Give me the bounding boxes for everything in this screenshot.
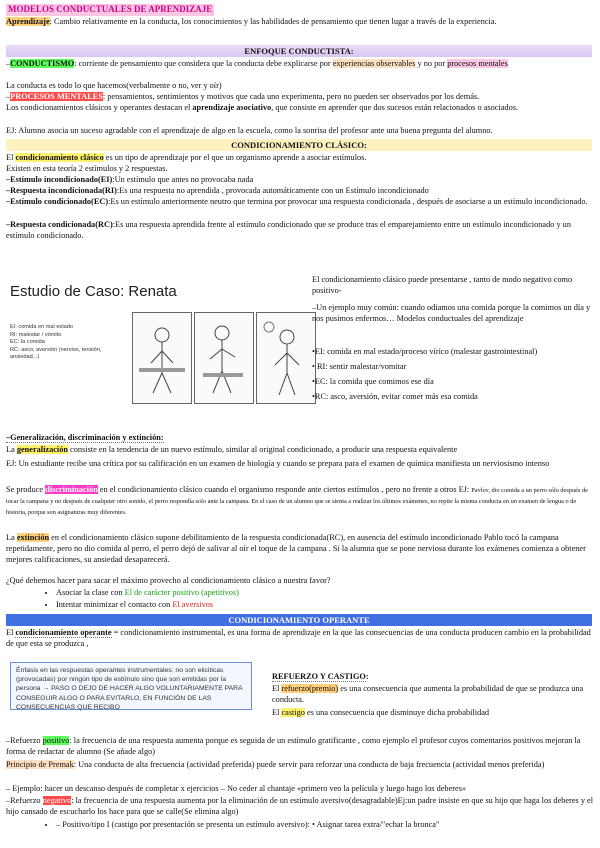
section-enfoque-conductista: ENFOQUE CONDUCTISTA:: [6, 45, 592, 57]
asociativo-paragraph: Los condicionamientos clásicos y operantes destacan el aprendizaje asociativo, que consiste en aprender que dos sucesos están relacionados o asociados.: [6, 103, 519, 112]
case-study-notes: [10, 324, 120, 362]
case-study-title: Estudio de Caso: Renata: [10, 283, 177, 300]
aprendizaje-label: Aprendizaje: [6, 17, 50, 26]
case-note: EI: comida en mal estado: [10, 324, 74, 330]
ei-definition: –Estímulo incondicionado(EI):Un estímulo que antes no provocaba nada: [6, 175, 254, 184]
generalizacion-ejemplo: EJ: Un estudiante recibe una crítica por su calificación en un examen de biología y cuando se prepara para el examen de química manifiesta un nerviosismo intenso: [6, 459, 550, 468]
clasico-positivo-negativo: El condicionamiento clásico puede presentarse , tanto de modo negativo como positivo-: [312, 275, 573, 295]
provecho-list: [42, 588, 596, 612]
procesos-paragraph: –PROCESOS MENTALES: pensamientos, sentimientos y motivos que cada uno experimenta, pero no pueden ser observados por los demás.: [6, 92, 480, 101]
right-item: •EC: la comida que comimos ese día: [312, 377, 434, 386]
generalizacion-heading: –Generalización, discriminación y extinción:: [6, 433, 164, 442]
extincion-paragraph: La extinción en el condicionamiento clásico supone debilitamiento de la respuesta condicionada(RC), en ausencia del estímulo incondicionado Pablo tocó la campana repetidamente, pero no dio comida al perro, el perro dejó de salivar al oír el toque de la campana . Si la alumna que se pone nerviosa durante los exámenes comienza a obtener mejores calificaciones, su ansiedad desaparecerá.: [6, 533, 586, 564]
ri-definition: –Respuesta incondicionada(RI):Es una respuesta no aprendida , provocada automáticamente con un Estímulo incondicionado: [6, 186, 429, 195]
ejemplo-comun: –Un ejemplo muy común: cuando odiamos una comida porque la comimos un día y nos pusimos enfermos… Modelos conductuales del aprendizaje: [312, 303, 591, 323]
operante-emphasis-box: Énfasis en las respuestas operantes instrumentales: no son eliciticas (provocadas) por ningún tipo de estímulo sino que son emitidas por la persona → PASO O DEJO DE HACER ALGO VOLUNTARIAMENTE PARA CONSEGUIR ALGO O PARA EVITARLO, EN FUNCIÓN DE LAS CONSECUENCIAS QUE RECIBO: [10, 662, 252, 710]
list-item: • Intentar minimizar el contacto con El aversivos: [56, 600, 596, 611]
case-study-figure: [10, 282, 298, 410]
case-frame-3: [256, 312, 316, 404]
clasico-intro: El condicionamiento clásico es un tipo de aprendizaje por el que un organismo aprende a asociar estímulos.: [6, 153, 367, 162]
aprendizaje-text: : Cambio relativamente en la conducta, los conocimientos y las habilidades de pensamiento que tienen lugar a través de la experiencia.: [49, 17, 497, 26]
castigo-list: [42, 820, 596, 832]
section-condicionamiento-operante: CONDICIONAMIENTO OPERANTE: [6, 614, 592, 626]
operante-intro: El condicionamiento operante = condicionamiento instrumental, es una forma de aprendizaje en la que las consecuencias de una conducta producen cambio en la probabilidad de que esta se produzca ,: [6, 628, 591, 648]
ejemplo-alumno: EJ: Alumno asocia un suceso agradable con el aprendizaje de algo en la escuela, como la sonrisa del profesor ante una buena pregunta del alumno.: [6, 126, 493, 135]
page-title: MODELOS CONDUCTUALES DE APRENDIZAJE: [8, 4, 213, 14]
ec-definition: –Estímulo condicionado(EC):Es un estímulo anteriormente neutro que termina por provocar una respuesta condicionada , después de asociarse a un estímulo incondicionado.: [6, 197, 588, 206]
conductismo-label: CONDUCTISMO: [10, 59, 75, 68]
case-note: RC: asco, aversión (nervios, tensión, ansiedad...): [10, 346, 102, 361]
castigo-definition: El castigo es una consecuencia que disminuye dicha probabilidad: [272, 708, 490, 717]
pregunta-provecho: ¿Qué debemos hacer para sacar el máximo provecho al condicionamiento clásico a nuestra favor?: [6, 576, 331, 585]
case-frame-2: [194, 312, 254, 404]
list-item: • Asociar la clase con El de carácter positivo (apetitivos): [56, 588, 596, 599]
refuerzo-definition: El refuerzo(premio) es una consecuencia que aumenta la probabilidad de que se produzca una conducta.: [272, 684, 584, 704]
existen-estimulos: Existen en esta teoría 2 estímulos y 2 respuestas.: [6, 164, 168, 173]
case-frame-1: [132, 312, 192, 404]
procesos-label: PROCESOS MENTALES: [10, 92, 103, 101]
generalizacion-paragraph: La generalización consiste en la tendencia de un nuevo estímulo, similar al original condicionado, a producir una respuesta equivalente: [6, 445, 458, 454]
right-item: •RC: asco, aversión, evitar comer más esa comida: [312, 392, 478, 401]
ejemplo-descanso: – Ejemplo: hacer un descanso después de completar x ejercicios – No ceder al chantaje «primero veo la película y luego hago los deberes»: [6, 784, 467, 793]
case-note: EC: la comida: [10, 339, 45, 346]
refuerzo-castigo-title: REFUERZO Y CASTIGO:: [272, 672, 369, 681]
right-item: •EI: comida en mal estado/proceso vírico (malestar gastrointestinal): [312, 347, 538, 356]
conductismo-paragraph: –CONDUCTISMO: corriente de pensamiento que considera que la conducta debe explicarse por experiencias observables y no por procesos mentales: [6, 59, 508, 68]
refuerzo-negativo: –Refuerzo negativo: la frecuencia de una respuesta aumenta por la eliminación de un estímulo aversivo(desagradable)Ej:un padre insiste en que su hijo que haga los deberes y el hijo cansado de escucharlo los hace para que se calle(Se elimina algo): [6, 796, 594, 816]
list-item: • – Positivo/tipo I (castigo por presentación se presenta un estímulo aversivo): • Asignar tarea extra/"echar la bronca": [56, 820, 596, 831]
refuerzo-positivo: –Refuerzo positivo: la frecuencia de una respuesta aumenta porque es seguida de un estímulo gratificante , como ejemplo el profesor cuyos comentarios positivos mejoran la forma de redactar de alumno (Se añade algo): [6, 736, 581, 756]
right-item: • RI: sentir malestar/vomitar: [312, 362, 407, 371]
discriminacion-paragraph: Se produce discriminación en el condicionamiento clásico cuando el organismo responde ante ciertos estímulos , pero no frente a otros EJ: Pavlov, dio comida a un perro sólo después de tocar la campana y no después de cualquier otro sonido, el perro respondía solo ante la campana. En el caso de un alumno que se sienta a realizar los últimos exámenes, no repite la misma conducta en un examen de lengua o de historia, porque son asignaturas muy diferentes.: [6, 485, 588, 516]
section-condicionamiento-clasico: CONDICIONAMIENTO CLÁSICO:: [6, 139, 592, 151]
case-note: RI: malestar / vómito: [10, 331, 62, 338]
rc-definition: –Respuesta condicionada(RC):Es una respuesta aprendida frente al estímulo condicionado que se produce tras el emparejamiento entre un estímulo incondicionado y un estímulo condicionado.: [6, 220, 571, 240]
conductismo-line2: La conducta es todo lo que hacemos(verbalmente o no, ver y oír): [6, 81, 222, 90]
aprendizaje-definition: [6, 17, 594, 28]
principio-premak: Principio de Premak: Una conducta de alta frecuencia (actividad preferida) puede servir para reforzar una conducta de baja frecuencia (actividad menos preferida): [6, 760, 545, 769]
